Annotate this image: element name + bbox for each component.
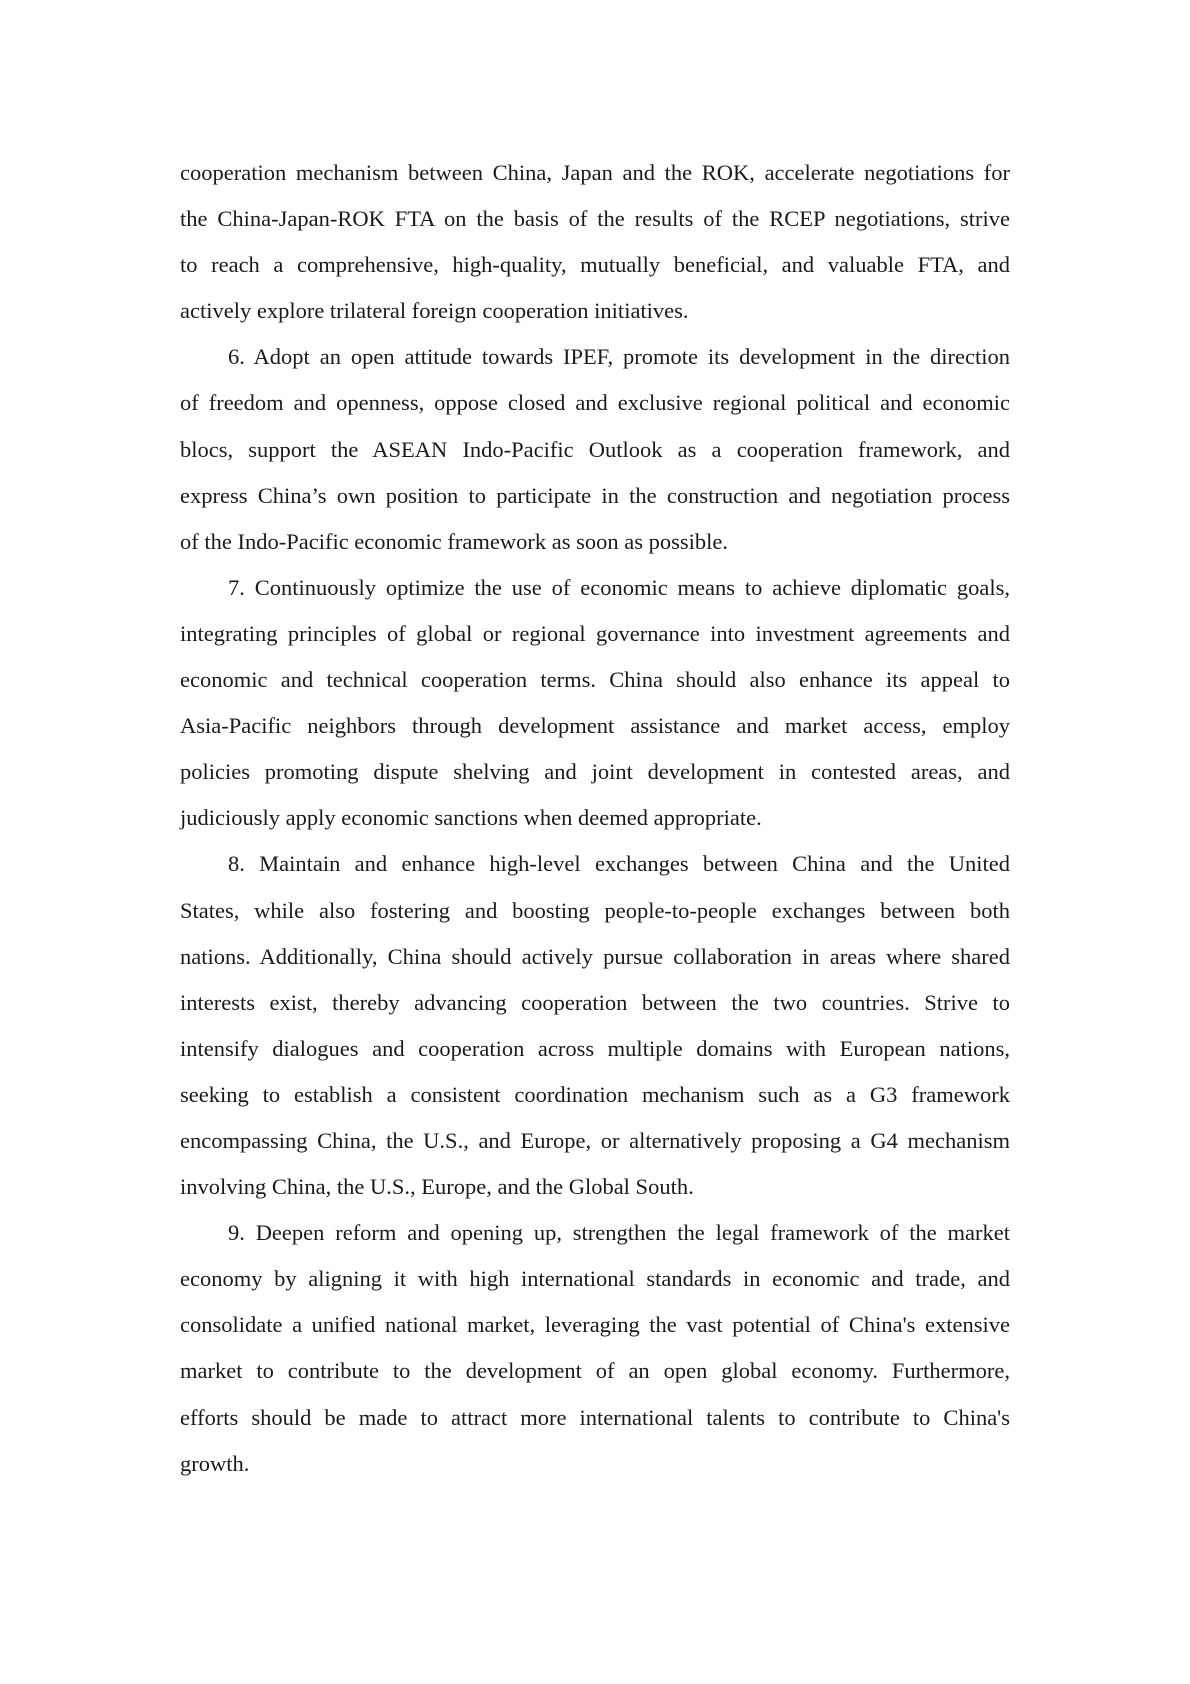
body-text — [180, 150, 1010, 1487]
paragraph — [180, 565, 1010, 842]
text-line: of the Indo-Pacific economic framework as soon as possible. — [180, 528, 728, 554]
text-line: encompassing China, the U.S., and Europe, or alternatively proposing a G4 mechanism — [180, 1127, 1010, 1153]
text-line: economy by aligning it with high international standards in economic and trade, and — [180, 1266, 1010, 1292]
text-line: express China’s own position to participate in the construction and negotiation process — [180, 482, 1010, 508]
text-line: interests exist, thereby advancing cooperation between the two countries. Strive to — [180, 989, 1010, 1015]
text-line: economic and technical cooperation terms. China should also enhance its appeal to — [180, 667, 1010, 693]
text-line: efforts should be made to attract more international talents to contribute to China's — [180, 1404, 1010, 1430]
text-line: blocs, support the ASEAN Indo-Pacific Outlook as a cooperation framework, and — [180, 436, 1010, 462]
text-line: market to contribute to the development of an open global economy. Furthermore, — [180, 1358, 1010, 1384]
text-line: 9. Deepen reform and opening up, strengthen the legal framework of the market — [228, 1220, 1010, 1246]
text-line: cooperation mechanism between China, Japan and the ROK, accelerate negotiations for — [180, 160, 1010, 185]
text-line: States, while also fostering and boosting people-to-people exchanges between both — [180, 897, 1010, 923]
text-line: of freedom and openness, oppose closed and exclusive regional political and economic — [180, 390, 1010, 416]
text-line: nations. Additionally, China should actively pursue collaboration in areas where shared — [180, 943, 1010, 969]
text-line: Asia-Pacific neighbors through development assistance and market access, employ — [180, 713, 1010, 739]
text-line: seeking to establish a consistent coordination mechanism such as a G3 framework — [180, 1081, 1010, 1107]
text-line: judiciously apply economic sanctions when deemed appropriate. — [180, 805, 762, 831]
text-line: actively explore trilateral foreign cooperation initiatives. — [180, 298, 689, 324]
text-line: policies promoting dispute shelving and joint development in contested areas, and — [180, 759, 1010, 785]
text-line: consolidate a unified national market, leveraging the vast potential of China's extensive — [180, 1312, 1010, 1338]
text-line: 7. Continuously optimize the use of economic means to achieve diplomatic goals, — [228, 574, 1010, 600]
paragraph — [180, 334, 1010, 564]
text-line: integrating principles of global or regional governance into investment agreements and — [180, 620, 1010, 646]
text-line: 8. Maintain and enhance high-level exchanges between China and the United — [228, 851, 1010, 877]
text-line: involving China, the U.S., Europe, and the Global South. — [180, 1174, 694, 1200]
text-line: the China-Japan-ROK FTA on the basis of the results of the RCEP negotiations, strive — [180, 206, 1010, 232]
paragraph — [180, 150, 1010, 334]
text-line: intensify dialogues and cooperation across multiple domains with European nations, — [180, 1035, 1010, 1061]
text-line: 6. Adopt an open attitude towards IPEF, promote its development in the direction — [228, 344, 1010, 370]
text-line: growth. — [180, 1450, 250, 1476]
paragraph — [180, 841, 1010, 1210]
paragraph — [180, 1210, 1010, 1487]
text-line: to reach a comprehensive, high-quality, mutually beneficial, and valuable FTA, and — [180, 252, 1010, 278]
